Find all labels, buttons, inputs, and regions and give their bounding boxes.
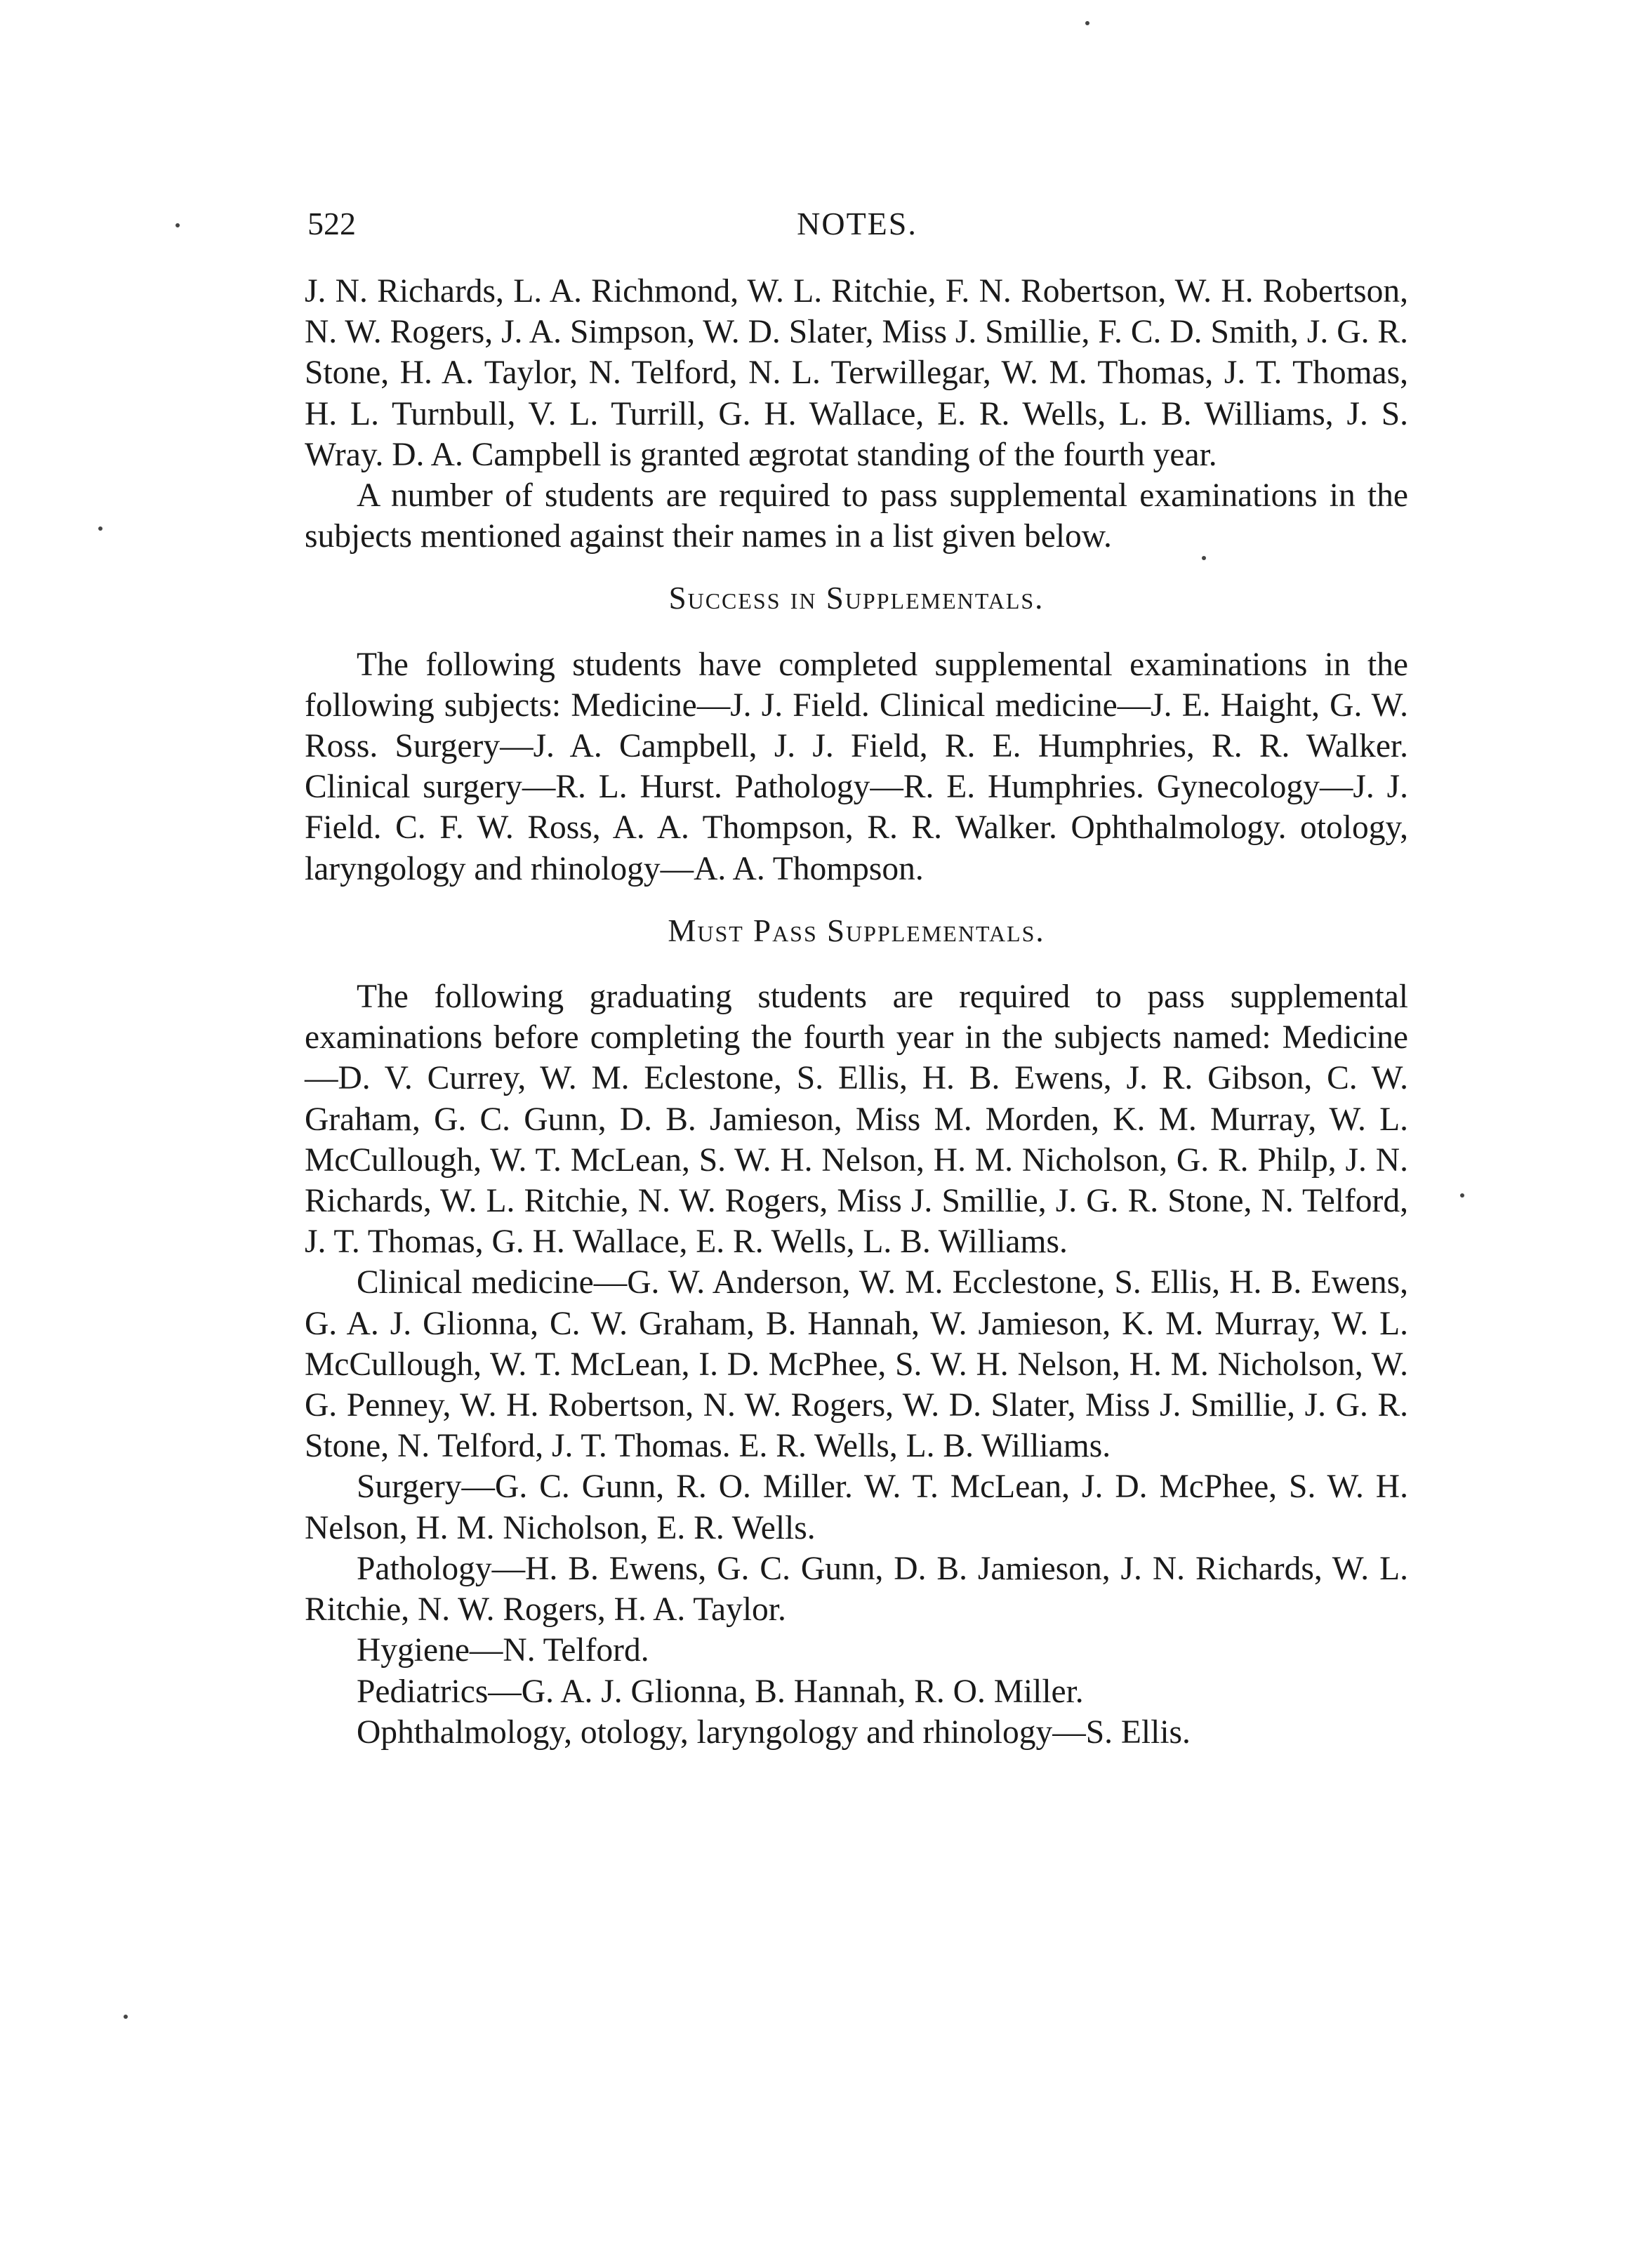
page-number: 522: [307, 206, 356, 241]
paragraph-continuation: J. N. Richards, L. A. Richmond, W. L. Ritchie, F. N. Robertson, W. H. Robertson, N. W. Rogers, J. A. Simpson, W. D. Slater, Miss J. Smillie, F. C. D. Smith, J. G. R. Stone, H. A. Taylor, N. Telford, N. L. Terwillegar, W. M. Thomas, J. T. Thomas, H. L. Turnbull, V. L. Turrill, G. H. Wallace, E. R. Wells, L. B. Williams, J. S. Wray. D. A. Campbell is granted ægrotat standing of the fourth year.: [305, 273, 1408, 473]
running-title: NOTES.: [797, 206, 917, 241]
paragraph-pediatrics: Pediatrics—G. A. J. Glionna, B. Hannah, R. O. Miller.: [357, 1673, 1084, 1710]
paragraph-pathology: Pathology—H. B. Ewens, G. C. Gunn, D. B. Jamieson, J. N. Richards, W. L. Ritchie, N. W. Rogers, H. A. Taylor.: [305, 1550, 1408, 1629]
page-body: [305, 271, 1408, 1753]
paragraph-success-list: The following students have completed supplemental examinations in the following subjects: Medicine—J. J. Field. Clinical medicine—J. E. Haight, G. W. Ross. Surgery—J. A. Campbell, J. J. Field, R. E. Humphries, R. R. Walker. Clinical surgery—R. L. Hurst. Pathology—R. E. Humphries. Gynecology—J. J. Field. C. F. W. Ross, A. A. Thompson, R. R. Walker. Ophthalmology. otology, laryngology and rhinology—A. A. Thompson.: [305, 646, 1408, 887]
scan-speck: [1460, 1193, 1464, 1198]
scan-speck: [1085, 21, 1089, 25]
section-heading-must-pass: Must Pass Supplementals.: [668, 913, 1045, 948]
paragraph-must-pass-medicine: The following graduating students are required to pass supplemental examinations before completing the fourth year in the subjects named: Medicine—D. V. Currey, W. M. Eclestone, S. Ellis, H. B. Ewens, J. R. Gibson, C. W. Graham, G. C. Gunn, D. B. Jamieson, Miss M. Morden, K. M. Murray, W. L. McCullough, W. T. McLean, S. W. H. Nelson, H. M. Nicholson, G. R. Philp, J. N. Richards, W. L. Ritchie, N. W. Rogers, Miss J. Smillie, J. G. R. Stone, N. Telford, J. T. Thomas, G. H. Wallace, E. R. Wells, L. B. Williams.: [305, 979, 1408, 1261]
paragraph-supplemental-intro: A number of students are required to pass supplemental examinations in the subjects mentioned against their names in a list given below.: [305, 477, 1408, 555]
paragraph-surgery: Surgery—G. C. Gunn, R. O. Miller. W. T. McLean, J. D. McPhee, S. W. H. Nelson, H. M. Nicholson, E. R. Wells.: [305, 1468, 1408, 1546]
paragraph-clinical-medicine: Clinical medicine—G. W. Anderson, W. M. Ecclestone, S. Ellis, H. B. Ewens, G. A. J. Glionna, C. W. Graham, B. Hannah, W. Jamieson, K. M. Murray, W. L. McCullough, W. T. McLean, I. D. McPhee, S. W. H. Nelson, H. M. Nicholson, W. G. Penney, W. H. Robertson, N. W. Rogers, W. D. Slater, Miss J. Smillie, J. G. R. Stone, N. Telford, J. T. Thomas. E. R. Wells, L. B. Williams.: [305, 1264, 1408, 1465]
scan-speck: [175, 223, 180, 227]
scan-speck: [98, 526, 102, 531]
page-header: [307, 205, 1407, 254]
paragraph-hygiene: Hygiene—N. Telford.: [357, 1632, 649, 1669]
scan-speck: [124, 2015, 128, 2019]
section-heading-success: Success in Supplementals.: [668, 581, 1045, 616]
paragraph-ophthalmology: Ophthalmology, otology, laryngology and rhinology—S. Ellis.: [357, 1713, 1191, 1751]
